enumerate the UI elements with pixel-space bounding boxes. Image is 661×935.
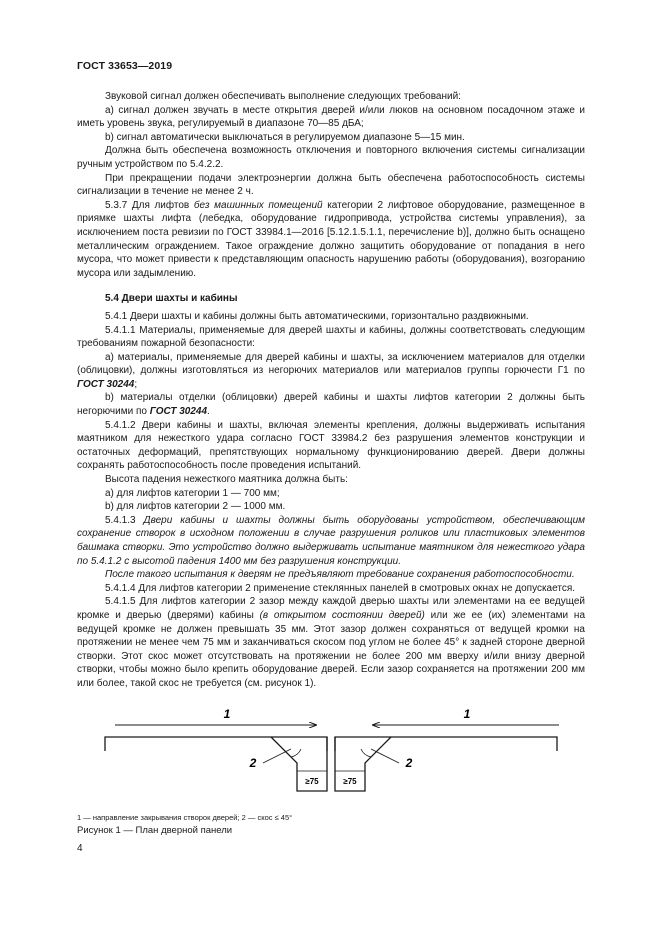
label-2-right: 2 bbox=[405, 755, 413, 770]
paragraph: 5.4.1.3 Двери кабины и шахты должны быть оборудованы устройством, обеспечивающим сохранение створок в исходном положении в случае разрушения роликов или пластиковых элементов башмака створки. Это устройство должно выдерживать испытание маятником для нежесткого удара по 5.4.1.2 с высотой падения 1400 мм без разрушения конструкции. bbox=[77, 514, 585, 567]
paragraph: Должна быть обеспечена возможность отключения и повторного включения системы сигнализации ручным устройством по 5.4.2.2. bbox=[77, 145, 585, 170]
door-panel-figure bbox=[77, 701, 585, 811]
paragraph: 5.4.1.1 Материалы, применяемые для дверей шахты и кабины, должны соответствовать следующим требованиям пожарной безопасности: bbox=[77, 324, 585, 350]
leader-line-left bbox=[263, 749, 291, 763]
right-door-panel bbox=[335, 737, 557, 751]
paragraph: a) материалы, применяемые для дверей кабины и шахты, за исключением материалов для отделки (облицовки), должны изготовляться из негорючих материалов или материалов группы горючести Г1 по ГОСТ 30244; bbox=[77, 351, 585, 390]
paragraph: b) материалы отделки (облицовки) дверей кабины и шахты лифтов категории 2 должны быть негорючими по ГОСТ 30244. bbox=[77, 392, 585, 418]
figure-legend: 1 — направление закрывания створок дверей; 2 — скос ≤ 45° bbox=[77, 812, 293, 822]
label-1-right: 1 bbox=[463, 706, 471, 721]
paragraph: 5.4.1.5 Для лифтов категории 2 зазор между каждой дверью шахты или элементами на ее ведущей кромке и дверью (дверями) кабины (в открытом состоянии дверей) или же ее (их) элементами на ведущей кромке не должен превышать 35 мм. Этот зазор должен сохраняться от ведущей кромки на протяжении не менее чем 75 мм и заканчиваться скосом под углом не более 45° к задней стороне дверной створки. Этот скос может отсутствовать на протяжении не более 200 мм вверху и/или внизу дверной створки, чтобы можно было крепить оборудование дверей. Если зазор сохраняется на протяжении 200 мм или более, такой скос не требуется (см. рисунок 1). bbox=[77, 596, 586, 689]
label-2-left: 2 bbox=[249, 755, 257, 770]
door-panel-diagram bbox=[77, 701, 585, 811]
paragraph: b) для лифтов категории 2 — 1000 мм. bbox=[105, 501, 286, 513]
paragraph: 5.4.1.2 Двери кабины и шахты, включая элементы крепления, должны выдерживать испытания маятником для нежесткого удара согласно ГОСТ 33984.2 без разрушения элементов конструкции и остаточных деформаций, препятствующих нормальному функционированию дверей. Двери должны сохранять работоспособность после проведения испытаний. bbox=[77, 419, 585, 472]
page-number: 4 bbox=[77, 843, 83, 854]
dimension-left: ≥75 bbox=[305, 776, 319, 786]
bevel-angle-arc-left bbox=[291, 749, 301, 757]
document-body bbox=[77, 90, 585, 838]
left-door-panel bbox=[105, 737, 327, 751]
section-title: 5.4 Двери шахты и кабины bbox=[105, 293, 238, 305]
paragraph-5-3-7: 5.3.7 Для лифтов без машинных помещений категории 2 лифтовое оборудование, размещенное в приямке шахты лифта (лебедка, оборудование гидропривода, устройства системы управления), за исключением поста ревизии по ГОСТ 33984.1—2016 [5.12.1.5.1.1, перечисление b)], должно быть оснащено металлическим ограждением. Такое ограждение должно защитить оборудование от попадания в него мусора, что может привести к представляющим опасность нарушению работы (оборудования), возгоранию мусора или задымлению. bbox=[77, 199, 585, 279]
paragraph: a) для лифтов категории 1 — 700 мм; bbox=[105, 487, 280, 499]
figure-caption: Рисунок 1 — План дверной панели bbox=[77, 825, 233, 837]
paragraph: a) сигнал должен звучать в месте открытия дверей и/или люков на основном посадочном этаже и иметь уровень звука, регулируемый в диапазоне 70—85 дБА; bbox=[77, 104, 585, 130]
paragraph: После такого испытания к дверям не предъявляют требование сохранения работоспособности. bbox=[105, 569, 575, 581]
standard-reference: ГОСТ 30244 bbox=[77, 378, 135, 390]
document-header: ГОСТ 33653—2019 bbox=[77, 60, 173, 72]
leader-line-right bbox=[371, 749, 399, 763]
bevel-angle-arc-right bbox=[361, 749, 371, 757]
paragraph: Звуковой сигнал должен обеспечивать выполнение следующих требований: bbox=[105, 91, 461, 102]
paragraph: 5.4.1.4 Для лифтов категории 2 применение стеклянных панелей в смотровых окнах не допускается. bbox=[105, 582, 576, 594]
standard-reference: ГОСТ 30244 bbox=[149, 406, 208, 418]
paragraph: 5.4.1 Двери шахты и кабины должны быть автоматическими, горизонтально раздвижными. bbox=[105, 310, 529, 322]
paragraph: b) сигнал автоматически выключаться в регулируемом диапазоне 5—15 мин. bbox=[105, 131, 465, 143]
paragraph: При прекращении подачи электроэнергии должна быть обеспечена работоспособность системы сигнализации в течение не менее 2 ч. bbox=[77, 172, 585, 198]
paragraph: Высота падения нежесткого маятника должна быть: bbox=[105, 474, 348, 486]
dimension-right: ≥75 bbox=[343, 776, 357, 786]
label-1-left: 1 bbox=[223, 706, 231, 721]
